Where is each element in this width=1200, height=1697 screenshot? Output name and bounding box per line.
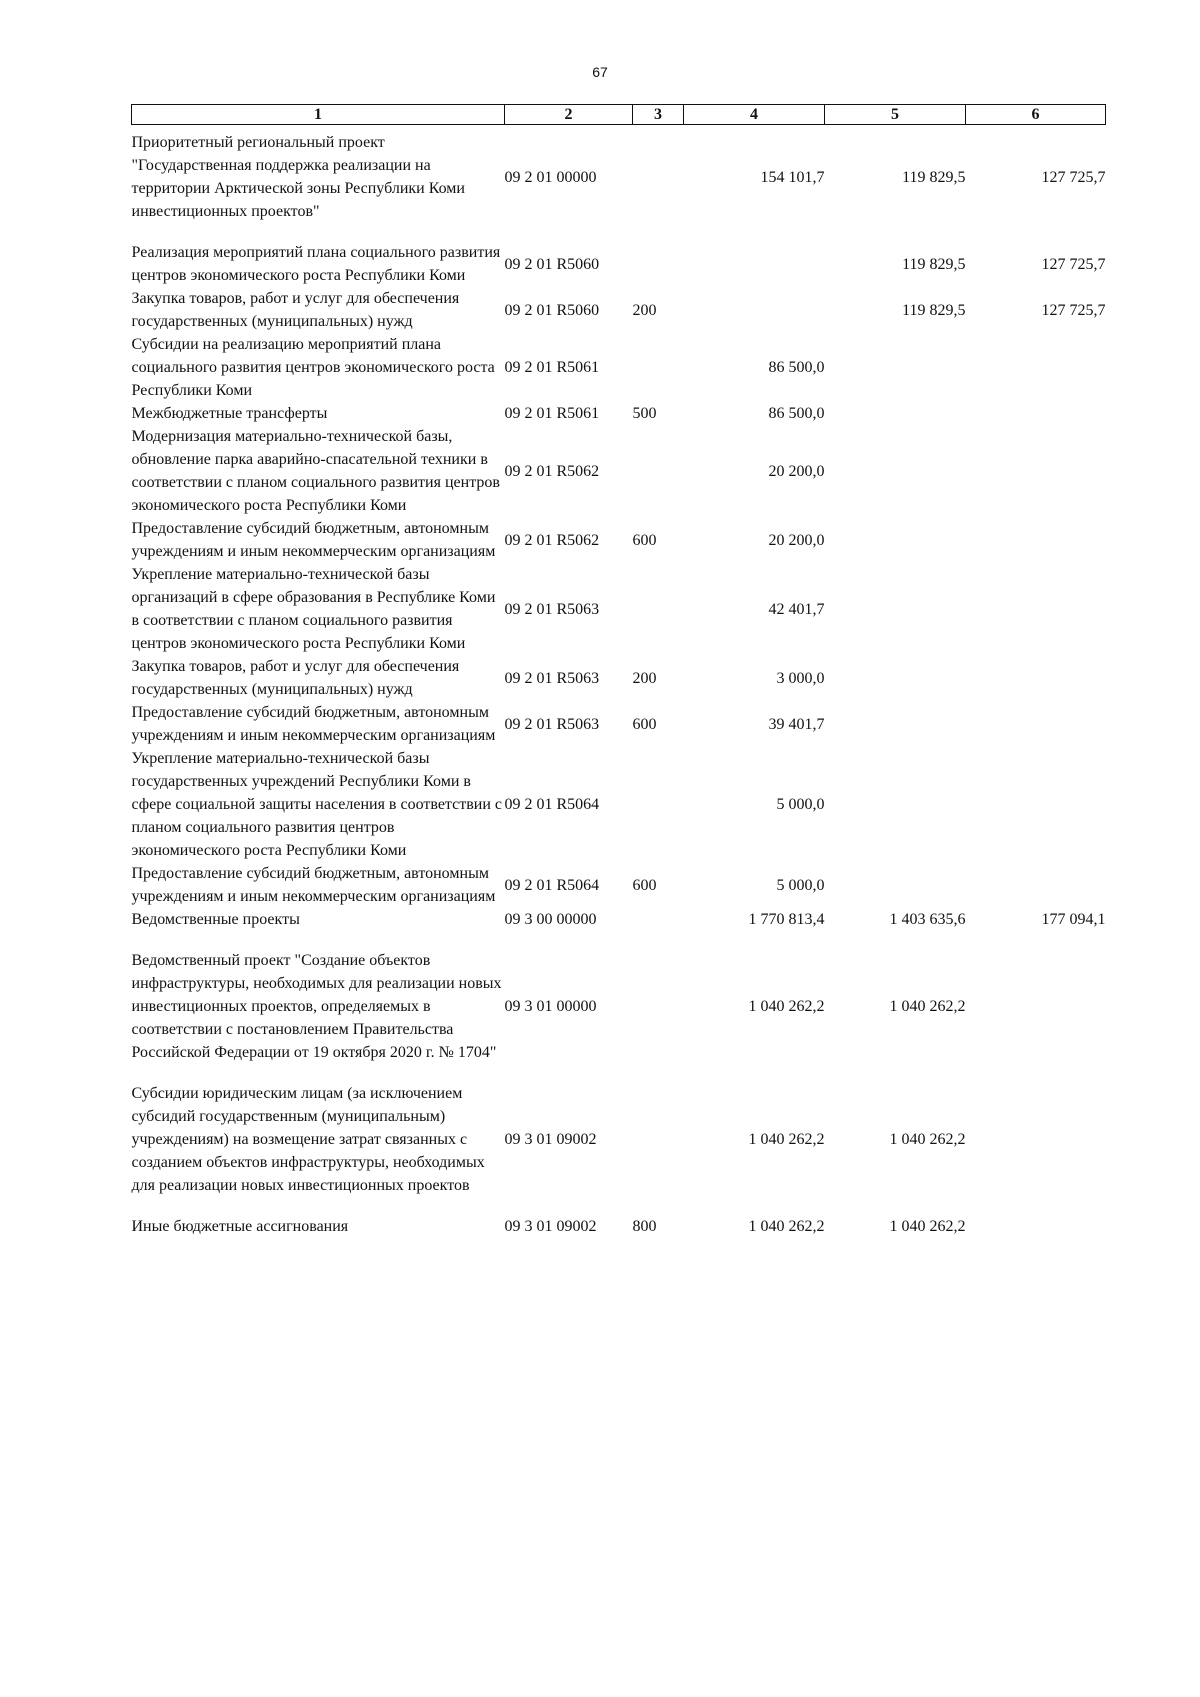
row-amount-col-6 xyxy=(966,402,1106,425)
row-code: 09 2 01 R5063 xyxy=(504,715,600,733)
table-row xyxy=(132,701,1106,747)
row-expense-type: 600 xyxy=(632,531,657,549)
row-amount-col-5: 1 040 262,2 xyxy=(889,1131,966,1148)
row-amount-col-4: 5 000,0 xyxy=(776,796,825,813)
table-row xyxy=(132,862,1106,908)
row-expense-type: 200 xyxy=(632,301,657,319)
row-amount-col-5 xyxy=(825,563,966,655)
header-col-6: 6 xyxy=(966,105,1106,125)
row-amount-col-6: 127 725,7 xyxy=(1041,168,1106,186)
row-code: 09 3 01 09002 xyxy=(504,1218,597,1235)
row-name: Субсидии на реализацию мероприятий плана социального развития центров экономического роста Республики Коми xyxy=(131,336,495,399)
table-row xyxy=(132,241,1106,287)
header-col-2: 2 xyxy=(505,105,633,125)
row-code: 09 2 01 R5062 xyxy=(504,531,600,549)
row-amount-col-6 xyxy=(966,949,1106,1082)
row-amount-col-4: 154 101,7 xyxy=(760,168,825,186)
row-amount-col-6 xyxy=(966,333,1106,402)
row-expense-type xyxy=(633,425,684,517)
row-amount-col-4: 20 200,0 xyxy=(768,531,825,549)
header-col-3: 3 xyxy=(633,105,684,125)
row-amount-col-6 xyxy=(966,655,1106,701)
row-amount-col-4: 20 200,0 xyxy=(768,462,825,480)
header-col-4: 4 xyxy=(684,105,825,125)
row-amount-col-4: 1 040 262,2 xyxy=(748,998,825,1015)
row-amount-col-5: 1 403 635,6 xyxy=(889,911,966,928)
table-body xyxy=(132,125,1106,1239)
row-amount-col-6: 127 725,7 xyxy=(1041,255,1106,273)
row-amount-col-5: 119 829,5 xyxy=(902,168,966,186)
row-amount-col-6: 127 725,7 xyxy=(1041,301,1106,319)
row-amount-col-5 xyxy=(825,333,966,402)
table-row xyxy=(132,1215,1106,1238)
row-amount-col-5: 119 829,5 xyxy=(902,255,966,273)
header-col-5: 5 xyxy=(825,105,966,125)
row-amount-col-5 xyxy=(825,862,966,908)
row-amount-col-4: 3 000,0 xyxy=(776,669,825,687)
header-row xyxy=(132,105,1106,125)
row-code: 09 3 01 09002 xyxy=(504,1131,597,1148)
table-row xyxy=(132,563,1106,655)
row-name: Ведомственный проект "Создание объектов инфраструктуры, необходимых для реализации новых инвестиционных проектов, определяемых в соответствии с постановлением Правительства Российской Федерации от 19 октября 2020 г. № 1704" xyxy=(131,952,502,1061)
row-amount-col-6 xyxy=(966,747,1106,862)
row-name: Субсидии юридическим лицам (за исключением субсидий государственным (муниципальным) учреждениям) на возмещение затрат связанных с созданием объектов инфраструктуры, необходимых для реализации новых инвестиционных проектов xyxy=(131,1085,485,1194)
row-name: Закупка товаров, работ и услуг для обеспечения государственных (муниципальных) нужд xyxy=(131,290,460,330)
row-amount-col-6 xyxy=(966,563,1106,655)
table-row xyxy=(132,425,1106,517)
row-code: 09 2 01 R5062 xyxy=(504,462,600,480)
row-amount-col-5 xyxy=(825,517,966,563)
row-name: Приоритетный региональный проект "Государственная поддержка реализации на территории Арктической зоны Республики Коми инвестиционных проектов" xyxy=(131,134,465,220)
table-row xyxy=(132,747,1106,862)
row-amount-col-6: 177 094,1 xyxy=(1041,911,1106,928)
row-expense-type xyxy=(633,949,684,1082)
row-code: 09 2 01 R5060 xyxy=(504,301,600,319)
row-amount-col-4: 86 500,0 xyxy=(768,359,825,376)
row-expense-type: 800 xyxy=(632,1218,657,1235)
row-name: Модернизация материально-технической базы, обновление парка аварийно-спасательной техники в соответствии с планом социального развития центров экономического роста Республики Коми xyxy=(131,428,500,514)
row-amount-col-4: 1 770 813,4 xyxy=(748,911,825,928)
table-row xyxy=(132,287,1106,333)
row-expense-type: 600 xyxy=(632,876,657,894)
row-amount-col-6 xyxy=(966,1082,1106,1215)
row-code: 09 2 01 R5061 xyxy=(504,405,600,422)
table-row xyxy=(132,949,1106,1082)
row-amount-col-5: 1 040 262,2 xyxy=(889,1218,966,1235)
row-expense-type xyxy=(633,125,684,242)
header-col-1: 1 xyxy=(132,105,505,125)
row-expense-type: 500 xyxy=(632,405,657,422)
row-amount-col-4: 39 401,7 xyxy=(768,715,825,733)
row-code: 09 2 01 R5063 xyxy=(504,669,600,687)
row-name: Укрепление материально-технической базы государственных учреждений Республики Коми в сфере социальной защиты населения в соответствии с планом социального развития центров экономического роста Республики Коми xyxy=(131,750,502,859)
row-code: 09 3 00 00000 xyxy=(504,911,597,928)
row-name: Реализация мероприятий плана социального развития центров экономического роста Республики Коми xyxy=(131,244,501,284)
row-expense-type: 600 xyxy=(632,715,657,733)
row-amount-col-4 xyxy=(684,287,825,333)
table-row xyxy=(132,125,1106,242)
row-name: Предоставление субсидий бюджетным, автономным учреждениям и иным некоммерческим организациям xyxy=(131,520,496,560)
row-code: 09 2 01 00000 xyxy=(504,168,597,186)
row-name: Предоставление субсидий бюджетным, автономным учреждениям и иным некоммерческим организациям xyxy=(131,865,496,905)
row-code: 09 2 01 R5060 xyxy=(504,255,600,273)
row-expense-type xyxy=(633,241,684,287)
table-row xyxy=(132,908,1106,949)
table-row xyxy=(132,655,1106,701)
row-amount-col-6 xyxy=(966,1215,1106,1238)
row-expense-type xyxy=(633,1082,684,1215)
row-amount-col-6 xyxy=(966,517,1106,563)
row-name: Ведомственные проекты xyxy=(131,911,300,928)
row-code: 09 3 01 00000 xyxy=(504,998,597,1015)
row-expense-type: 200 xyxy=(632,669,657,687)
row-amount-col-4: 1 040 262,2 xyxy=(748,1218,825,1235)
row-name: Межбюджетные трансферты xyxy=(131,405,328,422)
row-amount-col-6 xyxy=(966,425,1106,517)
row-code: 09 2 01 R5063 xyxy=(504,600,600,618)
row-amount-col-5 xyxy=(825,701,966,747)
row-amount-col-5: 1 040 262,2 xyxy=(889,998,966,1015)
row-name: Предоставление субсидий бюджетным, автономным учреждениям и иным некоммерческим организациям xyxy=(131,704,496,744)
row-code: 09 2 01 R5064 xyxy=(504,876,600,894)
row-code: 09 2 01 R5061 xyxy=(504,359,600,376)
row-amount-col-5 xyxy=(825,425,966,517)
table-header xyxy=(132,105,1106,125)
row-amount-col-5: 119 829,5 xyxy=(902,301,966,319)
row-amount-col-4: 42 401,7 xyxy=(768,600,825,618)
table-row xyxy=(132,1082,1106,1215)
row-expense-type xyxy=(633,747,684,862)
row-expense-type xyxy=(633,333,684,402)
row-amount-col-4: 5 000,0 xyxy=(776,876,825,894)
row-expense-type xyxy=(633,908,684,949)
table-row xyxy=(132,333,1106,402)
table-row xyxy=(132,517,1106,563)
table-row xyxy=(132,402,1106,425)
budget-table xyxy=(131,104,1106,1238)
row-expense-type xyxy=(633,563,684,655)
row-amount-col-6 xyxy=(966,862,1106,908)
row-name: Иные бюджетные ассигнования xyxy=(131,1218,349,1235)
row-amount-col-4 xyxy=(684,241,825,287)
page-number: 67 xyxy=(592,64,608,80)
row-amount-col-6 xyxy=(966,701,1106,747)
row-code: 09 2 01 R5064 xyxy=(504,796,600,813)
row-name: Укрепление материально-технической базы организаций в сфере образования в Республике Коми в соответствии с планом социального развития центров экономического роста Республики Коми xyxy=(131,566,496,652)
row-amount-col-4: 1 040 262,2 xyxy=(748,1131,825,1148)
row-amount-col-4: 86 500,0 xyxy=(768,405,825,422)
row-amount-col-5 xyxy=(825,402,966,425)
row-name: Закупка товаров, работ и услуг для обеспечения государственных (муниципальных) нужд xyxy=(131,658,460,698)
row-amount-col-5 xyxy=(825,747,966,862)
row-amount-col-5 xyxy=(825,655,966,701)
